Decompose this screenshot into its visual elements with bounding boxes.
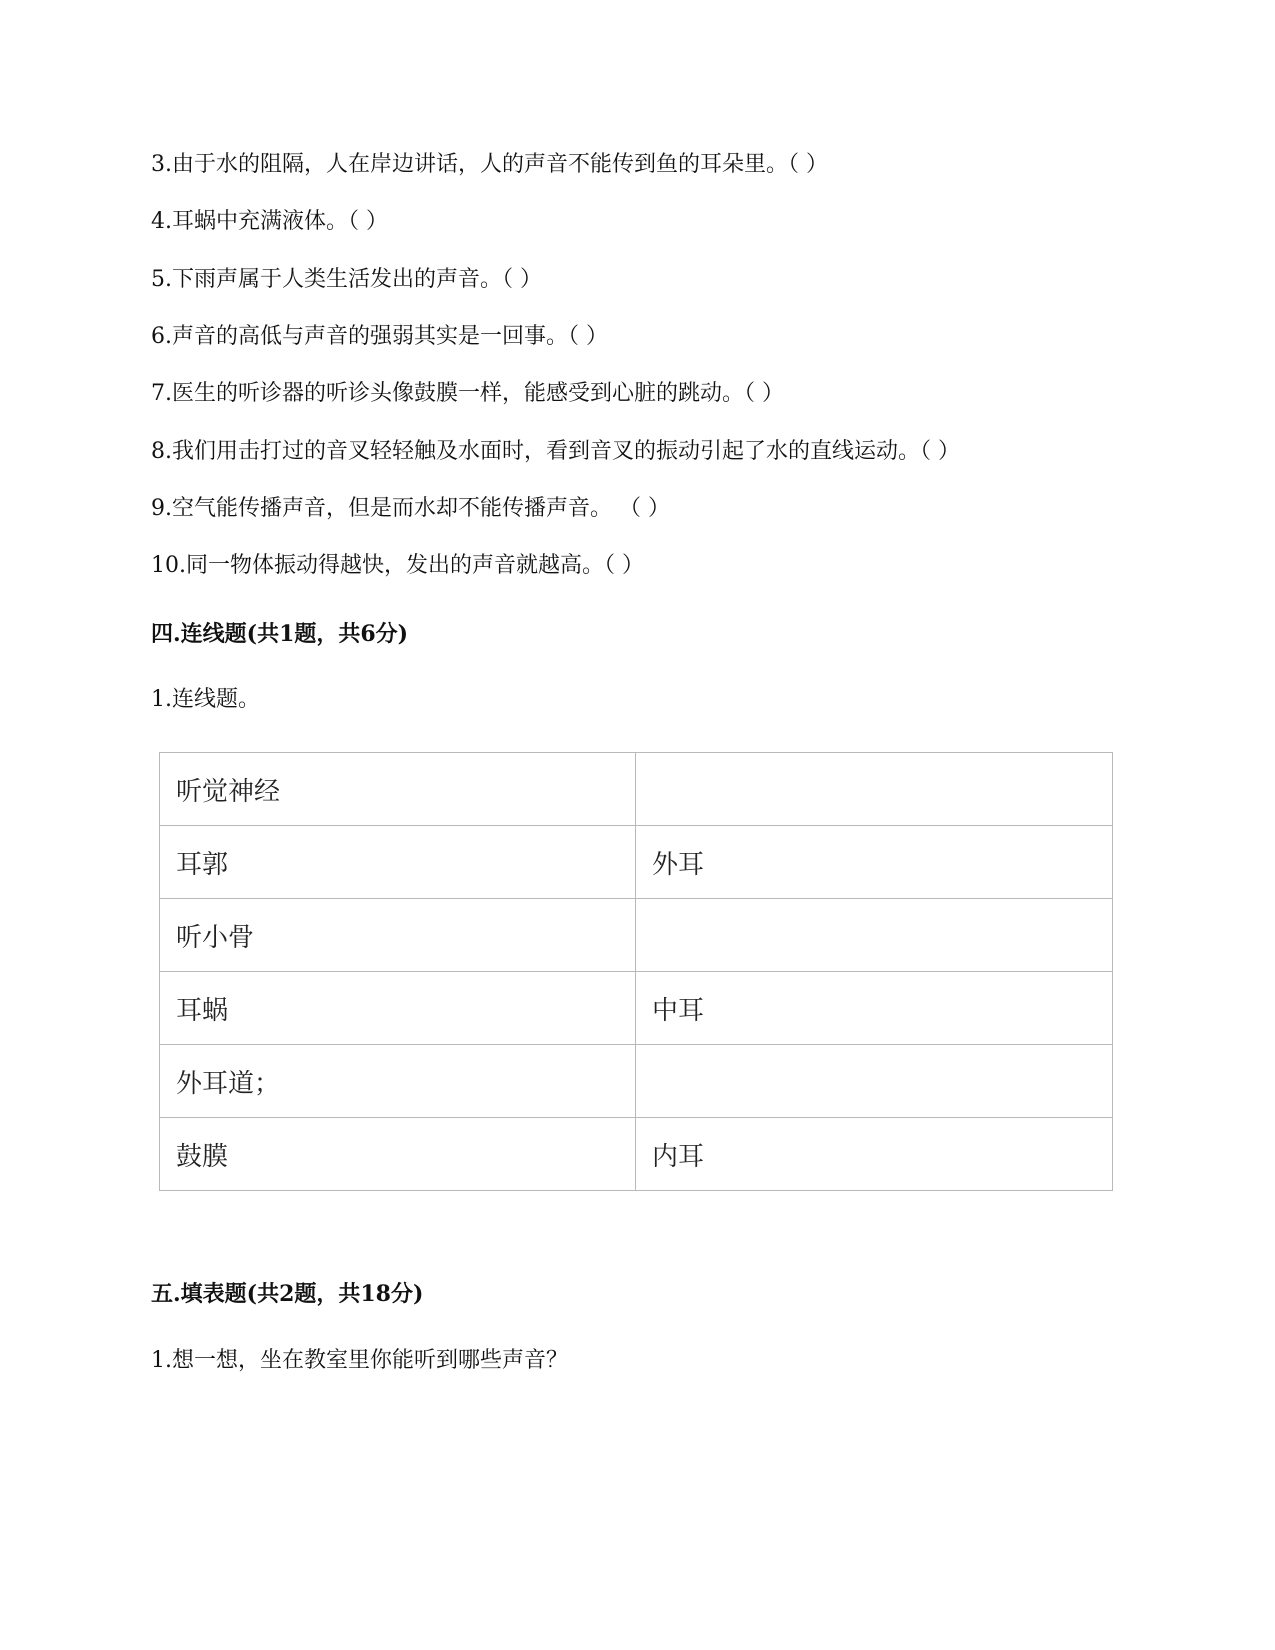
table-row xyxy=(160,899,1113,972)
table-cell: 听小骨 xyxy=(160,899,636,972)
table-row xyxy=(160,826,1113,899)
matching-question-1: 1.连线题。 xyxy=(151,687,260,712)
table-row xyxy=(160,1045,1113,1118)
table-cell xyxy=(636,1045,1113,1118)
judgment-question-7: 7.医生的听诊器的听诊头像鼓膜一样，能感受到心脏的跳动。（ ） xyxy=(151,381,784,406)
table-cell: 中耳 xyxy=(636,972,1113,1045)
table-cell xyxy=(636,899,1113,972)
section-heading-fill-table: 五.填表题(共2题，共18分) xyxy=(151,1281,424,1307)
table-row xyxy=(160,753,1113,826)
table-cell: 听觉神经 xyxy=(160,753,636,826)
table-cell: 耳蜗 xyxy=(160,972,636,1045)
matching-table xyxy=(159,752,1113,1191)
judgment-question-3: 3.由于水的阻隔，人在岸边讲话，人的声音不能传到鱼的耳朵里。（ ） xyxy=(151,152,828,177)
table-cell: 外耳道； xyxy=(160,1045,636,1118)
table-row xyxy=(160,1118,1113,1191)
judgment-question-9: 9.空气能传播声音，但是而水却不能传播声音。 （ ） xyxy=(151,496,670,521)
judgment-question-6: 6.声音的高低与声音的强弱其实是一回事。（ ） xyxy=(151,324,608,349)
table-cell: 耳郭 xyxy=(160,826,636,899)
judgment-question-8: 8.我们用击打过的音叉轻轻触及水面时，看到音叉的振动引起了水的直线运动。（ ） xyxy=(151,439,960,464)
table-cell: 内耳 xyxy=(636,1118,1113,1191)
table-cell xyxy=(636,753,1113,826)
table-row xyxy=(160,972,1113,1045)
fill-table-question-1: 1.想一想，坐在教室里你能听到哪些声音？ xyxy=(151,1348,568,1373)
judgment-question-5: 5.下雨声属于人类生活发出的声音。（ ） xyxy=(151,267,542,292)
judgment-question-4: 4.耳蜗中充满液体。（ ） xyxy=(151,209,388,234)
table-cell: 鼓膜 xyxy=(160,1118,636,1191)
section-heading-matching: 四.连线题(共1题，共6分) xyxy=(151,621,409,647)
table-cell: 外耳 xyxy=(636,826,1113,899)
judgment-question-10: 10.同一物体振动得越快，发出的声音就越高。（ ） xyxy=(151,553,644,578)
